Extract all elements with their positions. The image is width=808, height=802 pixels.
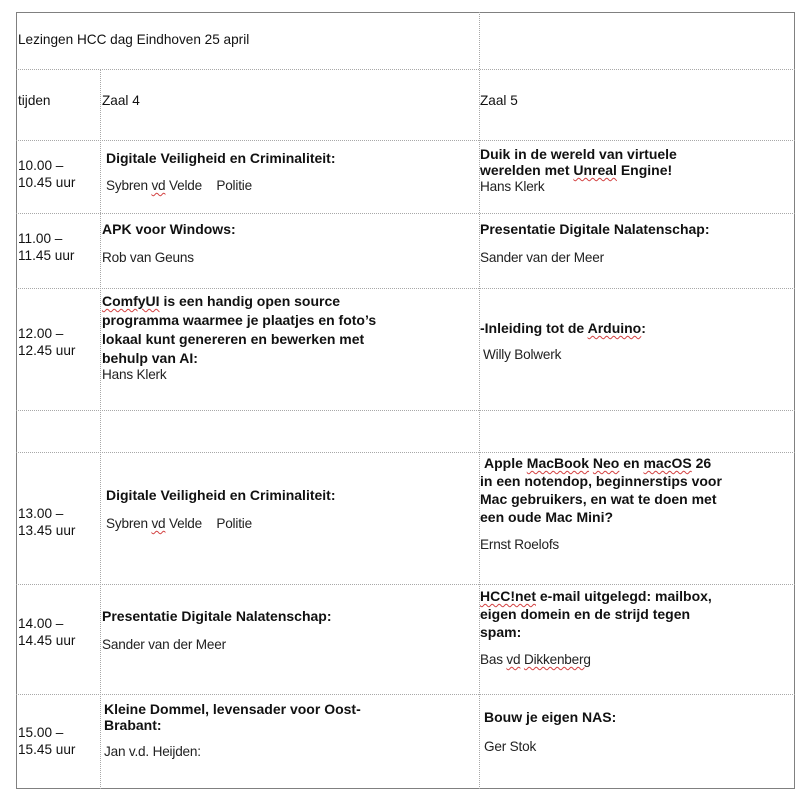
session-zaal5	[480, 455, 722, 553]
session-zaal4	[106, 487, 336, 532]
session-zaal4	[102, 608, 332, 653]
session-title: Kleine Dommel, levensader voor Oost-	[104, 701, 361, 717]
session-speaker: Ger Stok	[484, 739, 537, 754]
session-speaker: Rob van Geuns	[102, 250, 194, 265]
session-speaker: Jan v.d. Heijden:	[104, 744, 201, 759]
session-zaal5	[480, 320, 646, 363]
speaker-text: Sybren	[106, 516, 152, 531]
title-text: Engine!	[616, 162, 673, 178]
time-end: 15.45 uur	[18, 742, 76, 757]
session-title: Brabant:	[104, 717, 162, 733]
session-zaal4	[106, 150, 336, 194]
speaker-text: Sybren	[106, 178, 152, 193]
title-text: Neo	[592, 455, 620, 471]
page-title: Lezingen HCC dag Eindhoven 25 april	[18, 32, 250, 47]
time-end: 13.45 uur	[18, 523, 76, 538]
session-title: Presentatie Digitale Nalatenschap:	[480, 221, 710, 237]
speaker-text: Velde Politie	[165, 516, 252, 531]
session-zaal5	[480, 588, 712, 668]
speaker-text: vd	[151, 178, 166, 193]
session-speaker: Sander van der Meer	[102, 637, 226, 652]
session-speaker	[106, 515, 336, 532]
title-text: 26	[691, 455, 712, 471]
row-divider	[16, 140, 795, 141]
session-title: een oude Mac Mini?	[480, 509, 614, 525]
session-title: Duik in de wereld van virtuele	[480, 146, 677, 162]
time-slot	[18, 157, 75, 191]
time-start: 14.00 –	[18, 616, 64, 631]
title-text: :	[641, 320, 646, 336]
table-border	[16, 12, 795, 789]
session-title	[480, 588, 712, 604]
title-text: HCC!net	[480, 588, 536, 604]
time-slot	[18, 325, 75, 359]
session-title: behulp van AI:	[102, 350, 198, 366]
session-speaker: Willy Bolwerk	[483, 347, 562, 362]
session-speaker: Ernst Roelofs	[480, 537, 559, 552]
session-title	[480, 320, 646, 336]
column-divider	[100, 69, 101, 789]
time-end: 14.45 uur	[18, 633, 76, 648]
session-speaker	[106, 177, 336, 194]
time-start: 15.00 –	[18, 725, 64, 740]
session-speaker	[480, 651, 712, 668]
title-text: MacBook	[526, 455, 590, 471]
session-zaal5	[484, 709, 616, 755]
session-zaal5	[480, 146, 677, 195]
time-start: 13.00 –	[18, 506, 64, 521]
session-title: programma waarmee je plaatjes en foto’s	[102, 312, 377, 328]
time-slot	[18, 505, 75, 539]
session-title: Mac gebruikers, en wat te doen met	[480, 491, 717, 507]
speaker-text: Velde Politie	[165, 178, 252, 193]
title-text: e-mail uitgelegd: mailbox,	[536, 588, 712, 604]
row-divider	[16, 452, 795, 453]
session-title	[480, 162, 677, 178]
session-zaal4	[102, 293, 376, 383]
session-speaker: Hans Klerk	[480, 179, 545, 194]
session-title: spam:	[480, 624, 522, 640]
row-divider	[16, 69, 795, 70]
session-title	[102, 293, 376, 309]
session-title: Bouw je eigen NAS:	[484, 709, 617, 725]
title-text: en	[619, 455, 644, 471]
time-slot	[18, 230, 74, 264]
title-text: Unreal	[573, 162, 617, 178]
time-end: 12.45 uur	[18, 343, 76, 358]
row-divider	[16, 584, 795, 585]
speaker-text: vd	[151, 516, 166, 531]
schedule-table	[16, 12, 795, 789]
title-text: Apple	[484, 455, 527, 471]
session-zaal5	[480, 221, 710, 266]
title-text: werelden met	[480, 162, 574, 178]
session-title: Digitale Veiligheid en Criminaliteit:	[106, 150, 336, 166]
time-start: 12.00 –	[18, 326, 64, 341]
time-start: 10.00 –	[18, 158, 64, 173]
session-title: in een notendop, beginnerstips voor	[480, 473, 722, 489]
column-divider	[479, 12, 480, 789]
session-speaker: Hans Klerk	[102, 367, 167, 382]
session-title: lokaal kunt genereren en bewerken met	[102, 331, 365, 347]
time-end: 11.45 uur	[18, 248, 75, 263]
session-title: Digitale Veiligheid en Criminaliteit:	[106, 487, 336, 503]
session-title: APK voor Windows:	[102, 221, 236, 237]
session-zaal4	[102, 221, 236, 266]
title-text: -Inleiding tot de	[480, 320, 588, 336]
title-text: macOS	[643, 455, 692, 471]
title-text: ComfyUI	[102, 293, 160, 309]
speaker-text: vd	[506, 652, 521, 667]
speaker-text: Dikkenberg	[523, 652, 591, 667]
speaker-text: Bas	[480, 652, 507, 667]
row-divider	[16, 410, 795, 411]
column-header-zaal5: Zaal 5	[480, 93, 518, 108]
session-zaal4	[104, 701, 361, 760]
session-title	[480, 455, 722, 471]
column-header-zaal4: Zaal 4	[102, 93, 140, 108]
time-slot	[18, 724, 75, 758]
session-speaker: Sander van der Meer	[480, 250, 604, 265]
session-title: Presentatie Digitale Nalatenschap:	[102, 608, 332, 624]
row-divider	[16, 694, 795, 695]
column-header-time: tijden	[18, 93, 51, 108]
time-end: 10.45 uur	[18, 175, 76, 190]
time-start: 11.00 –	[18, 231, 63, 246]
time-slot	[18, 615, 75, 649]
title-text: Arduino	[587, 320, 642, 336]
title-text: is een handig open source	[159, 293, 341, 309]
row-divider	[16, 213, 795, 214]
row-divider	[16, 288, 795, 289]
session-title: eigen domein en de strijd tegen	[480, 606, 691, 622]
